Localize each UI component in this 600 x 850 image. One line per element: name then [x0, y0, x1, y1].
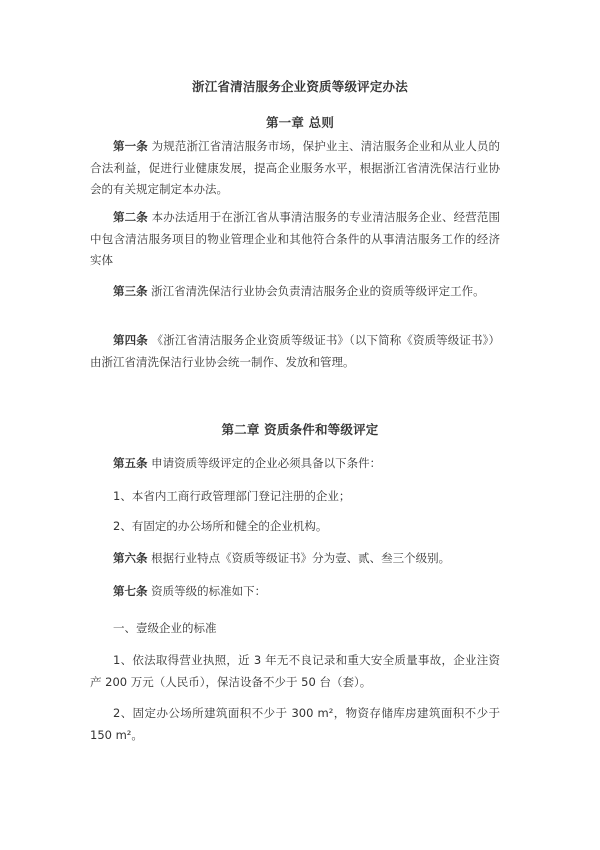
document-title: 浙江省清洁服务企业资质等级评定办法: [192, 79, 408, 94]
grade-1-item-2: 2、固定办公场所建筑面积不少于 300 m²，物资存储库房建筑面积不少于 150 m²。: [90, 706, 500, 742]
article-6: [90, 548, 500, 570]
condition-2: 2、有固定的办公场所和健全的企业机构。: [113, 519, 328, 533]
grade-1-item-1: 1、依法取得营业执照，近 3 年无不良记录和重大安全质量事故，企业注资产 200 万元（人民币），保洁设备不少于 50 台（套）。: [90, 653, 500, 689]
article-7-text: 资质等级的标准如下：: [151, 584, 267, 598]
condition-1: 1、本省内工商行政管理部门登记注册的企业；: [113, 489, 351, 503]
article-1-label: 第一条: [113, 139, 148, 153]
chapter-2-heading: 第二章 资质条件和等级评定: [221, 422, 379, 437]
article-7: [90, 581, 500, 603]
article-5: [90, 453, 500, 475]
chapter-1-heading: 第一章 总则: [265, 115, 335, 130]
article-6-text: 根据行业特点《资质等级证书》分为壹、贰、叁三个级别。: [151, 551, 451, 565]
article-2-text: 本办法适用于在浙江省从事清洁服务的专业清洁服务企业、经营范围中包含清洁服务项目的物业管理企业和其他符合条件的从事清洁服务工作的经济实体: [90, 210, 501, 267]
article-3-label: 第三条: [113, 284, 148, 298]
article-1: [90, 136, 500, 201]
article-5-text: 申请资质等级评定的企业必须具备以下条件：: [151, 456, 382, 470]
article-4-label: 第四条: [113, 333, 148, 347]
article-5-label: 第五条: [113, 456, 148, 470]
grade-1-heading: 一、壹级企业的标准: [113, 621, 217, 635]
article-1-text: 为规范浙江省清洁服务市场，保护业主、清洁服务企业和从业人员的合法利益，促进行业健康发展，提高企业服务水平，根据浙江省清洗保洁行业协会的有关规定制定本办法。: [90, 139, 501, 196]
article-7-label: 第七条: [113, 584, 148, 598]
article-4-text: 《浙江省清洁服务企业资质等级证书》（以下简称《资质等级证书》）由浙江省清洗保洁行业协会统一制作、发放和管理。: [90, 333, 501, 369]
article-6-label: 第六条: [113, 551, 148, 565]
article-3: [90, 281, 500, 303]
article-4: [90, 330, 500, 373]
article-2: [90, 207, 500, 272]
article-3-text: 浙江省清洗保洁行业协会负责清洁服务企业的资质等级评定工作。: [151, 284, 485, 298]
article-2-label: 第二条: [113, 210, 148, 224]
